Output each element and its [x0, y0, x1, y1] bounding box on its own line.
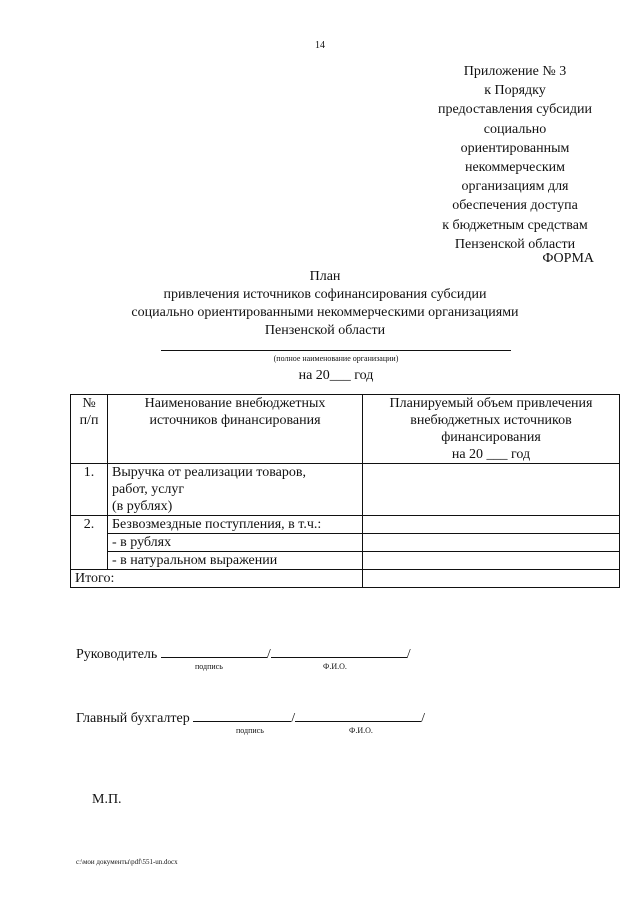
table-row	[71, 464, 620, 516]
head-fio-field[interactable]	[271, 643, 407, 658]
appendix-line: Приложение № 3	[463, 64, 567, 79]
plan-table	[70, 394, 620, 588]
row-volume-cell[interactable]	[363, 464, 620, 516]
row-num: 1.	[71, 464, 108, 516]
org-name-caption: (полное наименование организации)	[273, 354, 399, 363]
table-row	[71, 516, 620, 534]
appendix-line: обеспечения доступа	[452, 198, 578, 214]
row-volume-cell[interactable]	[363, 552, 620, 570]
title-line: привлечения источников софинансирования субсидии	[163, 287, 487, 302]
header-source-name: Наименование внебюджетных источников финансирования	[108, 395, 363, 464]
accountant-signature-field[interactable]	[193, 707, 291, 722]
org-name-line[interactable]	[161, 350, 511, 351]
accountant-sign-caption: подпись	[236, 726, 264, 735]
appendix-line: социально	[483, 121, 547, 137]
appendix-line: некоммерческим	[464, 160, 566, 176]
header-num: № п/п	[71, 395, 108, 464]
title-line: Пензенской области	[264, 323, 386, 338]
page-number: 14	[315, 40, 325, 51]
forma-label: ФОРМА	[542, 251, 594, 266]
row-source-name: Безвозмездные поступления, в т.ч.:	[108, 516, 363, 534]
appendix-line: организациям для	[461, 179, 569, 195]
total-volume-cell[interactable]	[363, 570, 620, 588]
row-source-name: - в натуральном выражении	[108, 552, 363, 570]
slash: /	[406, 647, 411, 662]
year-line: на 20___ год	[298, 368, 374, 383]
document-title	[60, 268, 590, 340]
stamp-label: М.П.	[92, 792, 122, 807]
title-line: План	[309, 269, 341, 284]
slash: /	[421, 711, 426, 726]
head-signature-field[interactable]	[161, 643, 267, 658]
accountant-fio-caption: Ф.И.О.	[349, 726, 373, 735]
appendix-line: ориентированным	[460, 140, 570, 156]
accountant-label: Главный бухгалтер	[76, 711, 190, 726]
row-volume-cell[interactable]	[363, 516, 620, 534]
accountant-signature-row	[76, 707, 425, 727]
appendix-line: предоставления субсидии	[437, 102, 593, 118]
head-fio-caption: Ф.И.О.	[323, 662, 347, 671]
head-label: Руководитель	[76, 647, 158, 662]
accountant-fio-field[interactable]	[295, 707, 421, 722]
appendix-line: к бюджетным средствам	[442, 217, 588, 233]
appendix-block	[412, 62, 618, 254]
total-label: Итого:	[71, 570, 363, 588]
row-source-name: Выручка от реализации товаров, работ, услуг (в рублях)	[108, 464, 363, 516]
table-subrow	[71, 552, 620, 570]
file-path: c:\мои документы\pdf\551-un.docx	[76, 858, 178, 866]
table-subrow	[71, 534, 620, 552]
appendix-line: к Порядку	[484, 83, 546, 99]
table-header-row	[71, 395, 620, 464]
row-source-name: - в рублях	[108, 534, 363, 552]
header-planned-volume: Планируемый объем привлечения внебюджетных источников финансирования на 20 ___ год	[363, 395, 620, 464]
appendix-line: Пензенской области	[454, 236, 576, 252]
row-num: 2.	[71, 516, 108, 570]
title-line: социально ориентированными некоммерческими организациями	[131, 305, 519, 320]
head-signature-row	[76, 643, 411, 663]
row-volume-cell[interactable]	[363, 534, 620, 552]
slash: /	[291, 711, 296, 726]
slash: /	[266, 647, 271, 662]
head-sign-caption: подпись	[195, 662, 223, 671]
table-total-row	[71, 570, 620, 588]
